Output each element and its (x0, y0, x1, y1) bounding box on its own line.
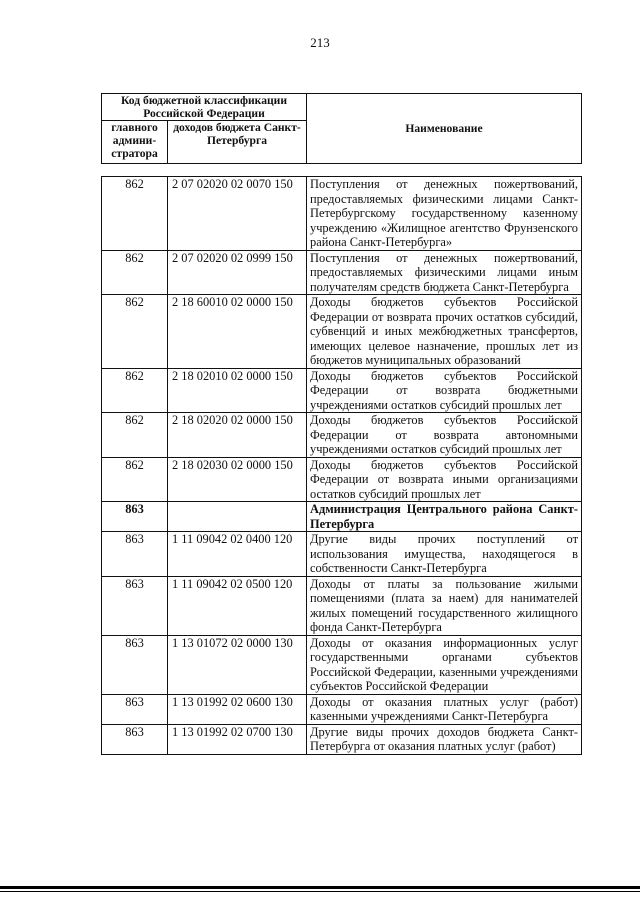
name-cell: Доходы бюджетов субъектов Российской Федерации от возврата прочих остатков субсидий, субвенций и иных межбюджетных трансфертов, имеющих целевое назначение, прошлых лет из бюджетов муниципальных образований (307, 295, 582, 369)
admin-code-cell: 862 (102, 250, 168, 295)
admin-code-cell: 862 (102, 368, 168, 413)
admin-code-cell: 862 (102, 413, 168, 458)
admin-code-cell: 863 (102, 635, 168, 694)
income-code-cell: 2 18 02020 02 0000 150 (168, 413, 307, 458)
admin-code-cell: 862 (102, 177, 168, 251)
admin-code-cell: 863 (102, 724, 168, 754)
page-number: 213 (310, 35, 330, 50)
name-cell: Доходы от платы за пользование жилыми помещениями (плата за наем) для нанимателей жилых помещений государственного жилищного фонда Санкт-Петербурга (307, 576, 582, 635)
table-row (102, 413, 582, 458)
budget-codes-table (101, 176, 582, 755)
income-code-cell: 2 18 02030 02 0000 150 (168, 457, 307, 502)
footer-rule-thick (0, 886, 640, 889)
table-row (102, 635, 582, 694)
income-code-cell: 2 07 02020 02 0070 150 (168, 177, 307, 251)
income-code-cell: 2 07 02020 02 0999 150 (168, 250, 307, 295)
name-cell: Доходы бюджетов субъектов Российской Федерации от возврата иными организациями остатков субсидий прошлых лет (307, 457, 582, 502)
table-row (102, 295, 582, 369)
table-row (102, 177, 582, 251)
header-table (101, 93, 582, 164)
income-code-cell: 2 18 60010 02 0000 150 (168, 295, 307, 369)
name-cell: Поступления от денежных пожертвований, предоставляемых физическими лицами Санкт-Петербургскому государственному казенному учреждению «Жилищное агентство Фрунзенского района Санкт-Петербурга» (307, 177, 582, 251)
admin-column-header: главного админи-стратора (102, 121, 168, 164)
income-code-cell: 1 11 09042 02 0500 120 (168, 576, 307, 635)
table-row (102, 457, 582, 502)
income-code-cell: 1 13 01992 02 0600 130 (168, 694, 307, 724)
name-cell: Доходы бюджетов субъектов Российской Федерации от возврата автономными учреждениями остатков субсидий прошлых лет (307, 413, 582, 458)
admin-code-cell: 863 (102, 576, 168, 635)
admin-code-cell: 863 (102, 502, 168, 532)
income-code-cell (168, 502, 307, 532)
income-code-cell: 1 13 01992 02 0700 130 (168, 724, 307, 754)
table-row (102, 502, 582, 532)
admin-code-cell: 863 (102, 694, 168, 724)
table-row (102, 724, 582, 754)
table-row (102, 532, 582, 577)
table-row (102, 694, 582, 724)
name-cell: Доходы бюджетов субъектов Российской Федерации от возврата бюджетными учреждениями остатков субсидий прошлых лет (307, 368, 582, 413)
admin-code-cell: 862 (102, 295, 168, 369)
admin-code-cell: 863 (102, 532, 168, 577)
table-row (102, 250, 582, 295)
name-cell: Доходы от оказания платных услуг (работ) казенными учреждениями Санкт-Петербурга (307, 694, 582, 724)
income-code-cell: 1 11 09042 02 0400 120 (168, 532, 307, 577)
table-row (102, 368, 582, 413)
name-column-header: Наименование (307, 94, 582, 164)
name-cell: Доходы от оказания информационных услуг государственными органами субъектов Российской Федерации, казенными учреждениями субъектов Российской Федерации (307, 635, 582, 694)
name-cell: Поступления от денежных пожертвований, предоставляемых физическими лицами иным получателям средств бюджета Санкт-Петербурга (307, 250, 582, 295)
income-code-cell: 2 18 02010 02 0000 150 (168, 368, 307, 413)
income-column-header: доходов бюджета Санкт-Петербурга (168, 121, 307, 164)
code-group-header: Код бюджетной классификации Российской Федерации (102, 94, 307, 121)
table-row (102, 576, 582, 635)
footer-rule-thin (0, 891, 640, 892)
income-code-cell: 1 13 01072 02 0000 130 (168, 635, 307, 694)
name-cell: Другие виды прочих доходов бюджета Санкт-Петербурга от оказания платных услуг (работ) (307, 724, 582, 754)
name-cell: Другие виды прочих поступлений от использования имущества, находящегося в собственности Санкт-Петербурга (307, 532, 582, 577)
name-cell: Администрация Центрального района Санкт-Петербурга (307, 502, 582, 532)
admin-code-cell: 862 (102, 457, 168, 502)
